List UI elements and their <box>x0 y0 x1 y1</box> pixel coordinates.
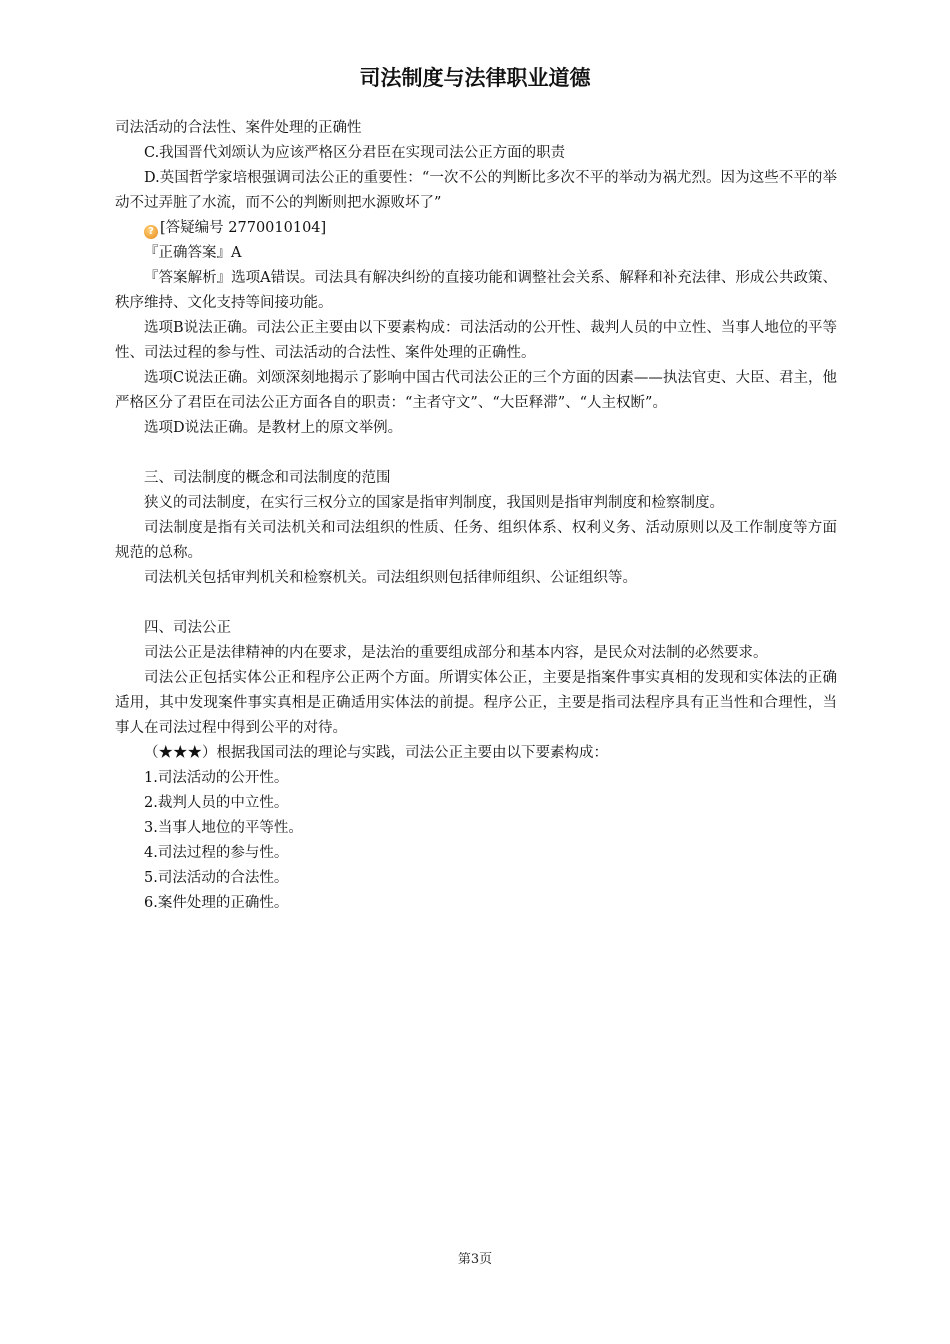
option-c: C.我国晋代刘颂认为应该严格区分君臣在实现司法公正方面的职责 <box>144 145 566 161</box>
analysis-option-b: 选项B说法正确。司法公正主要由以下要素构成：司法活动的公开性、裁判人员的中立性、当事人地位的平等性、司法过程的参与性、司法活动的合法性、案件处理的正确性。 <box>115 320 837 361</box>
section-heading-3: 三、司法制度的概念和司法制度的范围 <box>144 470 391 486</box>
spacer <box>115 441 837 466</box>
paragraph: （★★★）根据我国司法的理论与实践，司法公正主要由以下要素构成： <box>144 745 608 761</box>
question-id: [答疑编号 2770010104] <box>160 220 327 236</box>
paragraph: 司法公正是法律精神的内在要求，是法治的重要组成部分和基本内容，是民众对法制的必然要求。 <box>144 645 768 661</box>
analysis-option-c: 选项C说法正确。刘颂深刻地揭示了影响中国古代司法公正的三个方面的因素——执法官吏、大臣、君主，他严格区分了君臣在司法公正方面各自的职责：“主者守文”、“大臣释滞”、“人主权断”。 <box>115 370 837 411</box>
correct-answer: 『正确答案』A <box>144 245 242 261</box>
page-number: 第3页 <box>457 1252 493 1267</box>
spacer <box>115 591 837 616</box>
page-title: 司法制度与法律职业道德 <box>359 66 591 90</box>
document-body <box>115 116 837 916</box>
option-d: D.英国哲学家培根强调司法公正的重要性：“一次不公的判断比多次不平的举动为祸尤烈。因为这些不平的举动不过弄脏了水流，而不公的判断则把水源败坏了” <box>115 170 837 211</box>
answer-analysis: 『答案解析』选项A错误。司法具有解决纠纷的直接功能和调整社会关系、解释和补充法律、形成公共政策、秩序维持、文化支持等间接功能。 <box>115 270 837 311</box>
paragraph: 司法机关包括审判机关和检察机关。司法组织则包括律师组织、公证组织等。 <box>144 570 637 586</box>
list-item: 5.司法活动的合法性。 <box>144 870 289 886</box>
list-item: 2.裁判人员的中立性。 <box>144 795 289 811</box>
section-heading-4: 四、司法公正 <box>144 620 231 636</box>
question-id-line <box>115 216 837 241</box>
list-item: 4.司法过程的参与性。 <box>144 845 289 861</box>
question-icon[interactable]: ? <box>144 225 158 239</box>
analysis-option-d: 选项D说法正确。是教材上的原文举例。 <box>144 420 403 436</box>
paragraph: 狭义的司法制度，在实行三权分立的国家是指审判制度，我国则是指审判制度和检察制度。 <box>144 495 724 511</box>
paragraph: 司法公正包括实体公正和程序公正两个方面。所谓实体公正，主要是指案件事实真相的发现和实体法的正确适用，其中发现案件事实真相是正确适用实体法的前提。程序公正，主要是指司法程序具有正当性和合理性，当事人在司法过程中得到公平的对待。 <box>115 670 837 736</box>
list-item: 1.司法活动的公开性。 <box>144 770 289 786</box>
list-item: 3.当事人地位的平等性。 <box>144 820 303 836</box>
paragraph: 司法制度是指有关司法机关和司法组织的性质、任务、组织体系、权利义务、活动原则以及工作制度等方面规范的总称。 <box>115 520 837 561</box>
list-item: 6.案件处理的正确性。 <box>144 895 289 911</box>
paragraph: 司法活动的合法性、案件处理的正确性 <box>115 120 362 136</box>
